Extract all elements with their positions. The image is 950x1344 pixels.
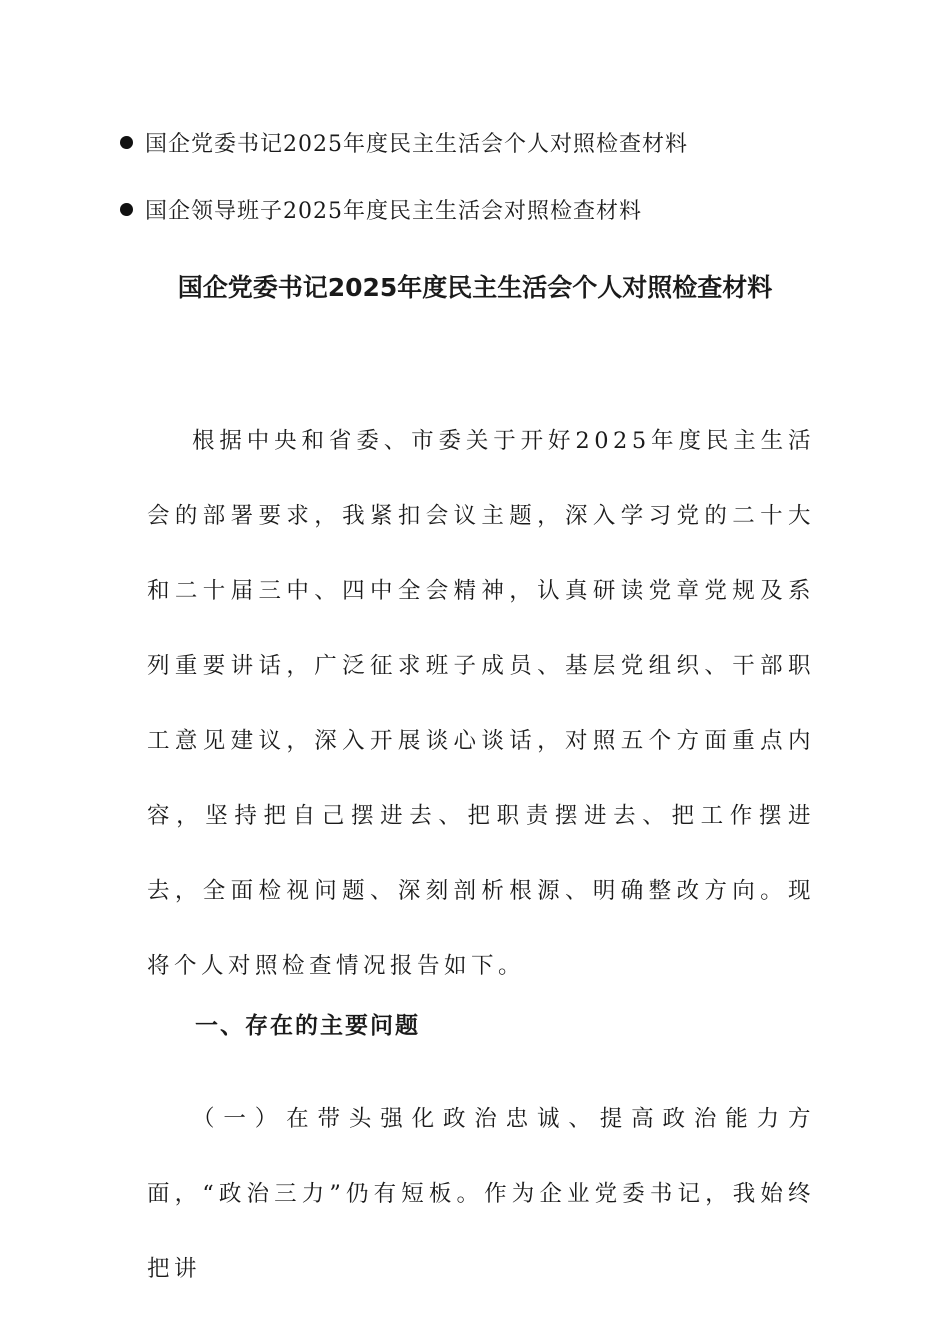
toc-item[interactable] xyxy=(120,189,880,229)
table-of-contents xyxy=(120,122,880,256)
intro-paragraph: 根据中央和省委、市委关于开好2025年度民主生活会的部署要求，我紧扣会议主题，深入学习党的二十大和二十届三中、四中全会精神，认真研读党章党规及系列重要讲话，广泛征求班子成员、基层党组织、干部职工意见建议，深入开展谈心谈话，对照五个方面重点内容，坚持把自己摆进去、把职责摆进去、把工作摆进去，全面检视问题、深刻剖析根源、明确整改方向。现将个人对照检查情况报告如下。 xyxy=(147,428,815,979)
subsection-paragraph: （一）在带头强化政治忠诚、提高政治能力方面，“政治三力”仍有短板。作为企业党委书记，我始终把讲 xyxy=(147,1106,815,1282)
section-heading: 一、存在的主要问题 xyxy=(195,1012,420,1039)
bullet-icon xyxy=(120,203,133,216)
toc-item-label: 国企领导班子2025年度民主生活会对照检查材料 xyxy=(145,198,642,224)
toc-item[interactable] xyxy=(120,122,880,162)
toc-item-label: 国企党委书记2025年度民主生活会个人对照检查材料 xyxy=(145,131,688,157)
document-title: 国企党委书记2025年度民主生活会个人对照检查材料 xyxy=(177,273,773,302)
bullet-icon xyxy=(120,136,133,149)
